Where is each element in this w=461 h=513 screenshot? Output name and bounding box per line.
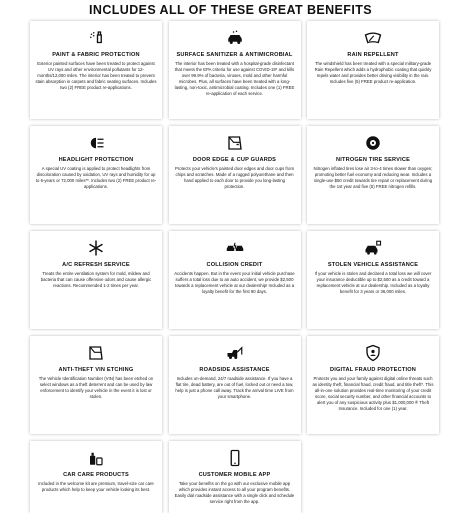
benefit-title: STOLEN VEHICLE ASSISTANCE bbox=[327, 262, 419, 268]
benefit-card bbox=[307, 126, 439, 224]
benefit-card bbox=[169, 126, 301, 224]
benefit-title: COLLISION CREDIT bbox=[206, 262, 263, 268]
benefit-title: A/C REFRESH SERVICE bbox=[62, 262, 130, 268]
benefits-grid bbox=[30, 21, 439, 513]
snowflake-icon bbox=[35, 238, 157, 258]
page-title: INCLUDES ALL OF THESE GREAT BENEFITS bbox=[89, 3, 372, 17]
benefit-description: A special UV coating is applied to protect headlights from discoloration caused by oxidation, UV rays and humidity for up to 6-years or 72,000 miles**. Includes two (2) FREE product re-applications. bbox=[35, 166, 157, 190]
benefit-card bbox=[307, 336, 439, 434]
benefit-title: CUSTOMER MOBILE APP bbox=[198, 472, 271, 478]
stolen-car-icon bbox=[312, 238, 434, 258]
windshield-icon bbox=[312, 28, 434, 48]
benefit-description: Treats the entire ventilation system for mold, mildew and bacteria that can cause offensive odors and cause allergic reactions. Recommended 1-2 times per year. bbox=[40, 271, 152, 289]
benefit-description: The windshield has been treated with a special military-grade Rain Repellent which adds a hydrophobic coating that quickly repels water and provides better driving visibility in the rain. Includes five (5) FREE product re-application. bbox=[314, 61, 432, 85]
benefit-card bbox=[169, 21, 301, 119]
benefit-title: NITROGEN TIRE SERVICE bbox=[335, 157, 411, 163]
shield-people-icon bbox=[312, 343, 434, 363]
smartphone-icon bbox=[174, 448, 296, 468]
benefit-title: DOOR EDGE & CUP GUARDS bbox=[192, 157, 277, 163]
benefit-description: Includes on-demand, 24/7 roadside assistance. If you have a flat tire, dead battery, are out of fuel, locked out or need a tow, help is just a phone call away. Track the arrival time LIVE from your smartphone. bbox=[175, 376, 294, 400]
tire-icon bbox=[312, 133, 434, 153]
benefit-title: SURFACE SANITIZER & ANTIMICROBIAL bbox=[176, 52, 293, 58]
benefit-card bbox=[307, 21, 439, 119]
benefit-description: If your vehicle is stolen and declared a total loss we will cover your insurance deductible up to $2,500 as a credit toward a replacement vehicle at our dealership. Included as a loyalty benefit for 3 years or 36,000 miles. bbox=[314, 271, 432, 295]
benefit-title: PAINT & FABRIC PROTECTION bbox=[52, 52, 140, 58]
care-products-icon bbox=[35, 448, 157, 468]
car-sanitize-icon bbox=[174, 28, 296, 48]
headlight-icon bbox=[35, 133, 157, 153]
benefit-title: ROADSIDE ASSISTANCE bbox=[199, 367, 270, 373]
benefit-description: Nitrogen inflated tires lose air 3-to-4 times slower than oxygen; promoting better fuel economy and reducing wear. Includes a single-use $50 credit towards tire repair or replacement during the 1st year and five (5) FREE nitrogen refills. bbox=[313, 166, 433, 190]
benefit-title: RAIN REPELLENT bbox=[347, 52, 399, 58]
benefit-card bbox=[30, 231, 162, 329]
benefit-description: Protects your vehicle's painted door edges and door cups from chips and scratches. Made of a rugged polyurethane and then hand applied to each door to provide you long-lasting protection. bbox=[174, 166, 295, 190]
benefit-card bbox=[30, 441, 162, 513]
benefit-description: The Vehicle Identification Number (VIN) has been etched on select windows as a theft deterrent and can be used by law enforcement to identify your vehicle in the event it is lost or stolen. bbox=[38, 376, 154, 400]
benefit-card bbox=[169, 336, 301, 434]
benefit-description: Accidents happen. But in the event your initial vehicle purchase suffers a total loss due to an auto accident, we provide $2,500 towards a replacement vehicle at our dealership! Included as a loyalty benefit for the first 90 days. bbox=[174, 271, 295, 295]
car-door-etch-icon bbox=[35, 343, 157, 363]
paint-spray-icon bbox=[35, 28, 157, 48]
benefit-title: CAR CARE PRODUCTS bbox=[63, 472, 129, 478]
benefit-card bbox=[307, 231, 439, 329]
benefit-title: DIGITAL FRAUD PROTECTION bbox=[329, 367, 416, 373]
car-door-icon bbox=[174, 133, 296, 153]
benefit-card bbox=[30, 21, 162, 119]
benefit-description: Exterior painted surfaces have been treated to protect against UV rays and other environmental pollutants for 12-months/12,000 miles. The interior has been treated to prevent stain absorption in carpets and fabric seating surfaces. Includes two (2) FREE product re-applications. bbox=[35, 61, 157, 91]
benefit-description: Included in the welcome kit are premium, travel-size car care products which help to keep your vehicle looking its best. bbox=[38, 481, 154, 493]
benefit-card bbox=[30, 126, 162, 224]
benefit-description: Protects you and your family against digital online threats such as identity theft, financial fraud, credit fraud, and title theft*. This all-in-one solution provides real-time monitoring of your credit score, social security number, and other financial accounts to alert you of any suspicious activity plus $1,000,000 ® Theft Insurance. Included for one (1) year. bbox=[312, 376, 434, 412]
tow-truck-icon bbox=[174, 343, 296, 363]
benefit-card bbox=[30, 336, 162, 434]
benefit-description: The interior has been treated with a hospital-grade disinfectant that meets the EPA criteria for use against COVID-19* and kills over 99.9% of bacteria, viruses, mold and other harmful microbes. Plus, all surfaces have been treated with a long-lasting, non-toxic, antimicrobial coating. Includes one (1) FREE re-application of each service. bbox=[174, 61, 295, 97]
benefit-description: Take your benefits on the go with our exclusive mobile app which provides instant access to all your program benefits. Easily dial roadside assistance with a single click and schedule service right from the app. bbox=[174, 481, 295, 505]
benefit-title: HEADLIGHT PROTECTION bbox=[58, 157, 134, 163]
collision-icon bbox=[174, 238, 296, 258]
benefit-title: ANTI-THEFT VIN ETCHING bbox=[58, 367, 134, 373]
benefit-card bbox=[169, 441, 301, 513]
benefit-card bbox=[169, 231, 301, 329]
